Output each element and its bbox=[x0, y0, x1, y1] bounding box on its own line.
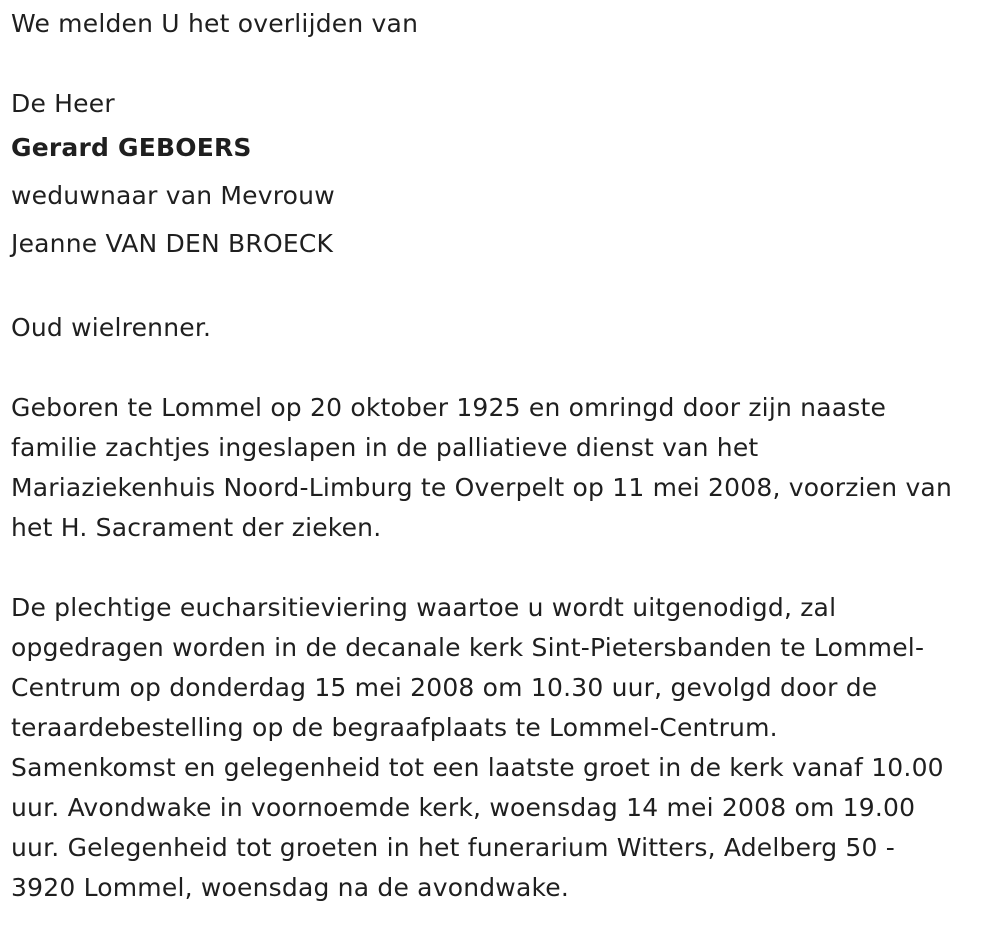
paragraph-line: Centrum op donderdag 15 mei 2008 om 10.30 uur, gevolgd door de bbox=[11, 673, 878, 702]
paragraph-line: uur. Avondwake in voornoemde kerk, woensdag 14 mei 2008 om 19.00 bbox=[11, 793, 916, 822]
paragraph-line: 3920 Lommel, woensdag na de avondwake. bbox=[11, 873, 569, 902]
spacer bbox=[11, 348, 996, 388]
paragraph-line: Geboren te Lommel op 20 oktober 1925 en omringd door zijn naaste bbox=[11, 393, 887, 422]
spacer bbox=[11, 44, 996, 84]
deceased-name: Gerard GEBOERS bbox=[11, 133, 252, 162]
widow-of-text: weduwnaar van Mevrouw bbox=[11, 181, 335, 210]
spacer bbox=[11, 548, 996, 588]
ceremony-paragraph bbox=[11, 588, 996, 908]
paragraph-line: De plechtige eucharsitieviering waartoe u wordt uitgenodigd, zal bbox=[11, 593, 837, 622]
paragraph-line: teraardebestelling op de begraafplaats te Lommel-Centrum. bbox=[11, 713, 778, 742]
paragraph-line: opgedragen worden in de decanale kerk Sint-Pietersbanden te Lommel- bbox=[11, 633, 925, 662]
paragraph-line: het H. Sacrament der zieken. bbox=[11, 513, 382, 542]
honorific: De Heer bbox=[11, 89, 115, 118]
intro-text: We melden U het overlijden van bbox=[11, 9, 419, 38]
paragraph-line: Samenkomst en gelegenheid tot een laatste groet in de kerk vanaf 10.00 bbox=[11, 753, 944, 782]
paragraph-line: Mariaziekenhuis Noord-Limburg te Overpelt op 11 mei 2008, voorzien van bbox=[11, 473, 953, 502]
birth-death-paragraph bbox=[11, 388, 996, 548]
paragraph-line: uur. Gelegenheid tot groeten in het funerarium Witters, Adelberg 50 - bbox=[11, 833, 896, 862]
spacer bbox=[11, 268, 996, 308]
obituary-document bbox=[11, 4, 996, 908]
occupation-text: Oud wielrenner. bbox=[11, 313, 212, 342]
spouse-name: Jeanne VAN DEN BROECK bbox=[11, 229, 334, 258]
paragraph-line: familie zachtjes ingeslapen in de palliatieve dienst van het bbox=[11, 433, 759, 462]
